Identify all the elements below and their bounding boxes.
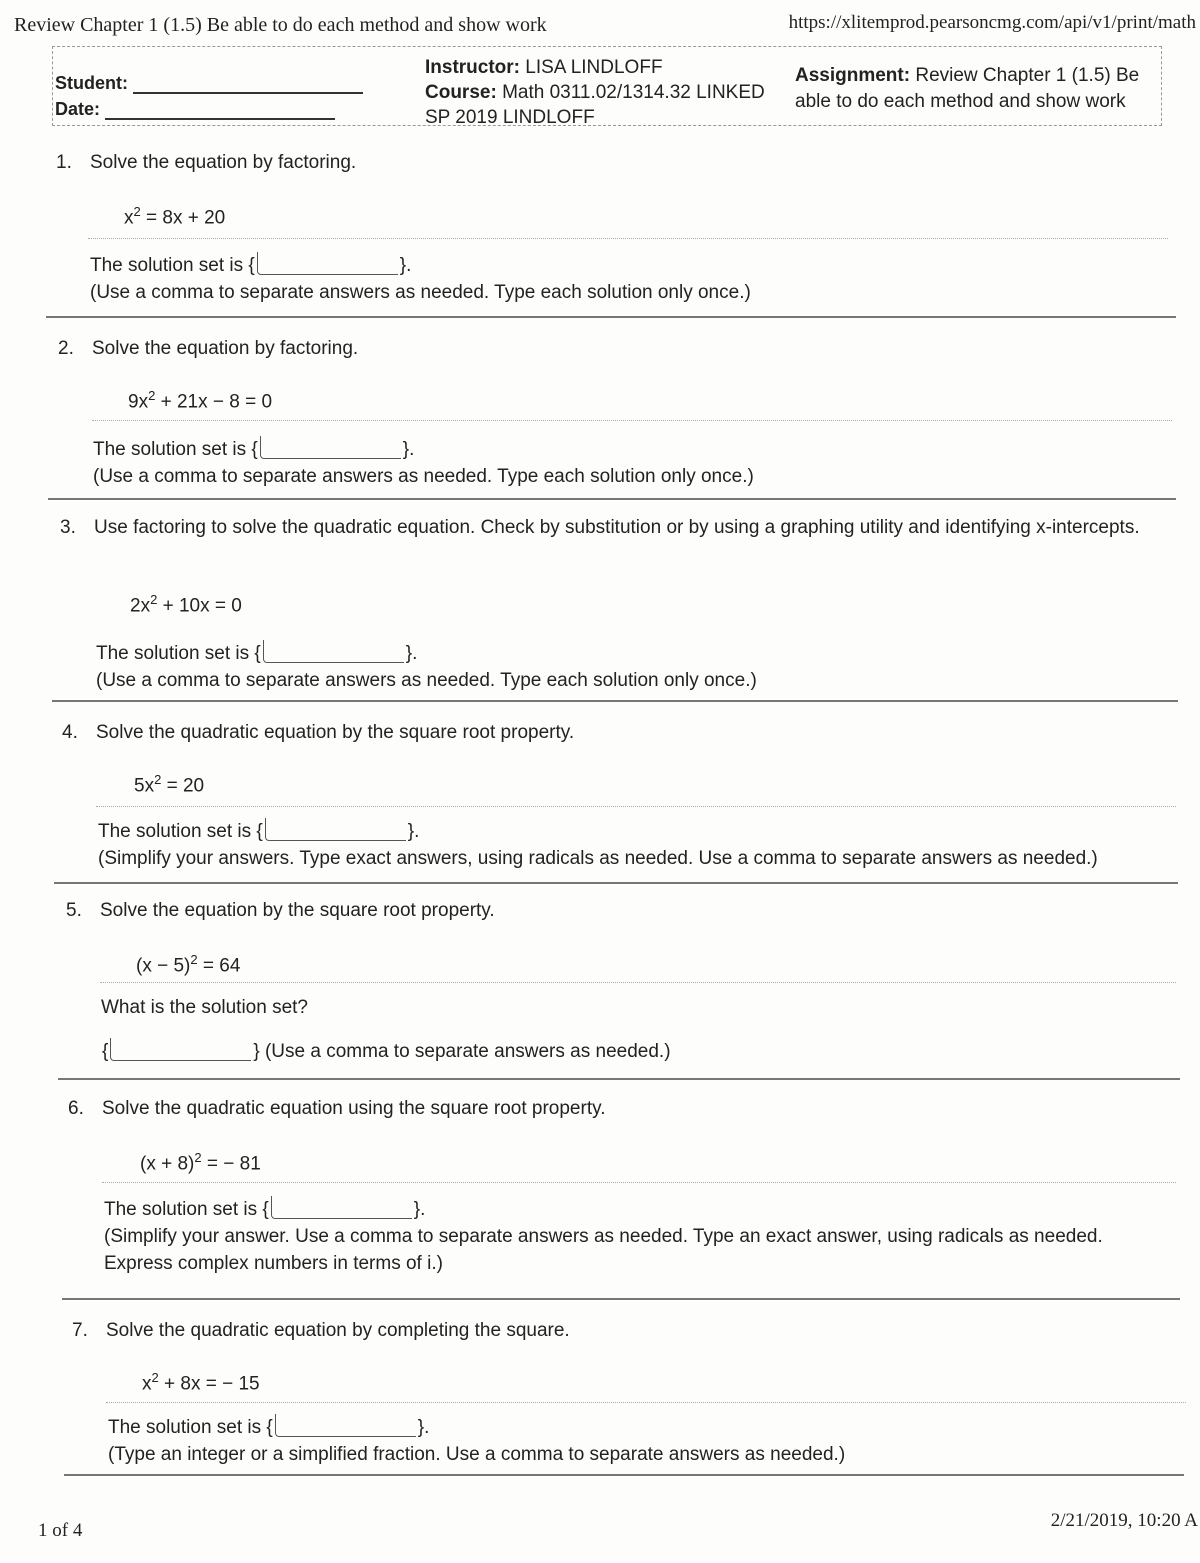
instruction-note: (Simplify your answers. Type exact answers, using radicals as needed. Use a comma to separate answers as needed.) bbox=[98, 848, 1098, 869]
equation-exponent: 2 bbox=[151, 1370, 159, 1385]
instruction-note: (Type an integer or a simplified fraction. Use a comma to separate answers as needed.) bbox=[108, 1444, 846, 1465]
solution-prefix: The solution set is bbox=[98, 821, 252, 842]
instruction-note: (Use a comma to separate answers as needed. Type each solution only once.) bbox=[90, 282, 751, 303]
solution-prefix: The solution set is bbox=[104, 1199, 258, 1220]
solution-question: What is the solution set? bbox=[101, 997, 308, 1018]
instruction-note: (Use a comma to separate answers as needed. Type each solution only once.) bbox=[96, 670, 757, 691]
problem-prompt bbox=[66, 900, 495, 922]
solution-area: The solution set is { }. (Simplify your answers. Type exact answers, using radicals as needed. Use a comma to separate answers as needed.) bbox=[98, 818, 1098, 872]
prompt-text: Solve the quadratic equation using the square root property. bbox=[102, 1098, 606, 1119]
answer-box[interactable] bbox=[265, 818, 406, 841]
equation-base: 2x bbox=[130, 595, 151, 617]
equation-exponent: 2 bbox=[154, 772, 162, 787]
instruction-note: (Use a comma to separate answers as needed. Type each solution only once.) bbox=[93, 466, 754, 487]
solution-area: The solution set is { }. (Use a comma to separate answers as needed. Type each solution only once.) bbox=[96, 640, 757, 694]
date-field bbox=[55, 99, 335, 120]
prompt-text: Solve the quadratic equation by the square root property. bbox=[96, 722, 575, 743]
equation bbox=[142, 1370, 260, 1395]
problem-number: 6. bbox=[68, 1098, 84, 1119]
problem-number: 1. bbox=[56, 152, 72, 173]
page-number: 1 of 4 bbox=[38, 1520, 83, 1541]
answer-box[interactable] bbox=[257, 252, 398, 275]
equation-rest: = 64 bbox=[197, 955, 241, 977]
student-label: Student: bbox=[55, 73, 128, 93]
equation-rest: + 21x − 8 = 0 bbox=[155, 391, 273, 413]
equation-exponent: 2 bbox=[150, 592, 158, 607]
problem-separator bbox=[52, 700, 1178, 702]
equation-rest: = 8x + 20 bbox=[140, 207, 226, 229]
equation-rest: + 10x = 0 bbox=[157, 595, 242, 617]
date-label: Date: bbox=[55, 99, 101, 119]
assignment-info bbox=[795, 63, 1155, 115]
assignment-label: Assignment: bbox=[795, 65, 911, 86]
equation-exponent: 2 bbox=[190, 952, 198, 967]
problem-number: 2. bbox=[58, 338, 74, 359]
prompt-text: Solve the quadratic equation by completing the square. bbox=[106, 1320, 570, 1341]
course-label: Course: bbox=[425, 82, 497, 103]
problem-prompt bbox=[56, 152, 356, 174]
solution-prefix: The solution set is bbox=[108, 1417, 262, 1438]
equation-exponent: 2 bbox=[194, 1150, 202, 1165]
solution-prefix: The solution set is bbox=[90, 255, 244, 276]
dotted-divider bbox=[96, 806, 1176, 807]
solution-area: The solution set is { }. (Use a comma to separate answers as needed. Type each solution only once.) bbox=[90, 252, 751, 306]
equation-rest: = 20 bbox=[161, 775, 205, 797]
problem-number: 4. bbox=[62, 722, 78, 743]
answer-box[interactable] bbox=[263, 640, 404, 663]
solution-area: The solution set is { }. (Simplify your answer. Use a comma to separate answers as needed. Type an exact answer, using radicals as needed. Express complex numbers in terms of i.) bbox=[104, 1196, 1164, 1277]
instruction-note: (Simplify your answer. Use a comma to separate answers as needed. Type an exact answer, using radicals as needed. Express complex numbers in terms of i.) bbox=[104, 1226, 1103, 1274]
solution-prefix: The solution set is bbox=[96, 643, 250, 664]
problem-separator bbox=[48, 498, 1176, 500]
date-blank[interactable] bbox=[105, 118, 335, 120]
equation-exponent: 2 bbox=[133, 204, 141, 219]
equation bbox=[134, 772, 204, 797]
problem-number: 3. bbox=[60, 517, 76, 538]
answer-box[interactable] bbox=[260, 436, 401, 459]
course-info bbox=[425, 55, 785, 130]
student-blank[interactable] bbox=[133, 92, 363, 94]
print-datetime: 2/21/2019, 10:20 A bbox=[1050, 1510, 1198, 1531]
dotted-divider bbox=[92, 420, 1172, 421]
problem-separator bbox=[62, 1298, 1180, 1300]
problem-number: 5. bbox=[66, 900, 82, 921]
assignment-info-box bbox=[52, 46, 1162, 126]
problem-prompt bbox=[72, 1320, 570, 1342]
problem-separator bbox=[54, 882, 1178, 884]
problem-prompt bbox=[62, 722, 574, 744]
solution-prefix: The solution set is bbox=[93, 439, 247, 460]
equation bbox=[128, 388, 272, 413]
equation-base: (x − 5) bbox=[136, 955, 191, 977]
solution-area: The solution set is { }. (Use a comma to separate answers as needed. Type each solution only once.) bbox=[93, 436, 754, 490]
solution-area bbox=[101, 994, 308, 1021]
equation-base: x bbox=[142, 1373, 152, 1395]
problem-prompt bbox=[60, 514, 1174, 542]
instructor-label: Instructor: bbox=[425, 57, 520, 78]
equation bbox=[130, 592, 242, 617]
equation bbox=[124, 204, 225, 229]
instructor-value: LISA LINDLOFF bbox=[525, 57, 663, 78]
equation-rest: = − 81 bbox=[201, 1153, 261, 1175]
problem-prompt bbox=[68, 1098, 605, 1120]
answer-box[interactable] bbox=[275, 1414, 416, 1437]
prompt-text: Use factoring to solve the quadratic equation. Check by substitution or by using a graphing utility and identifying x-intercepts. bbox=[94, 517, 1140, 538]
problem-separator bbox=[64, 1474, 1184, 1476]
prompt-text: Solve the equation by factoring. bbox=[92, 338, 359, 359]
assignment-value: Review Chapter 1 (1.5) Be able to do each method and show work bbox=[795, 65, 1140, 112]
equation bbox=[136, 952, 240, 977]
problem-separator bbox=[58, 1078, 1180, 1080]
dotted-divider bbox=[102, 1182, 1176, 1183]
dotted-divider bbox=[100, 982, 1176, 983]
document-title: Review Chapter 1 (1.5) Be able to do each method and show work bbox=[14, 14, 547, 36]
equation-base: (x + 8) bbox=[140, 1153, 195, 1175]
equation-exponent: 2 bbox=[148, 388, 156, 403]
instruction-note: (Use a comma to separate answers as needed.) bbox=[264, 1041, 671, 1062]
answer-box[interactable] bbox=[271, 1196, 412, 1219]
equation-base: 5x bbox=[134, 775, 155, 797]
equation-rest: + 8x = − 15 bbox=[158, 1373, 260, 1395]
answer-row: { } (Use a comma to separate answers as needed.) bbox=[102, 1038, 671, 1065]
student-field bbox=[55, 73, 363, 94]
dotted-divider bbox=[106, 1402, 1186, 1403]
equation-base: x bbox=[124, 207, 134, 229]
problem-separator bbox=[46, 316, 1176, 318]
prompt-text: Solve the equation by factoring. bbox=[90, 152, 357, 173]
course-value: Math 0311.02/1314.32 LINKED SP 2019 LINDLOFF bbox=[425, 82, 765, 128]
dotted-divider bbox=[88, 238, 1168, 239]
prompt-text: Solve the equation by the square root property. bbox=[100, 900, 495, 921]
equation bbox=[140, 1150, 261, 1175]
solution-area: The solution set is { }. (Type an integer or a simplified fraction. Use a comma to separate answers as needed.) bbox=[108, 1414, 845, 1468]
problem-number: 7. bbox=[72, 1320, 88, 1341]
print-url: https://xlitemprod.pearsoncmg.com/api/v1/print/math bbox=[788, 12, 1196, 33]
equation-base: 9x bbox=[128, 391, 149, 413]
answer-box[interactable] bbox=[110, 1038, 251, 1061]
problem-prompt bbox=[58, 338, 358, 360]
